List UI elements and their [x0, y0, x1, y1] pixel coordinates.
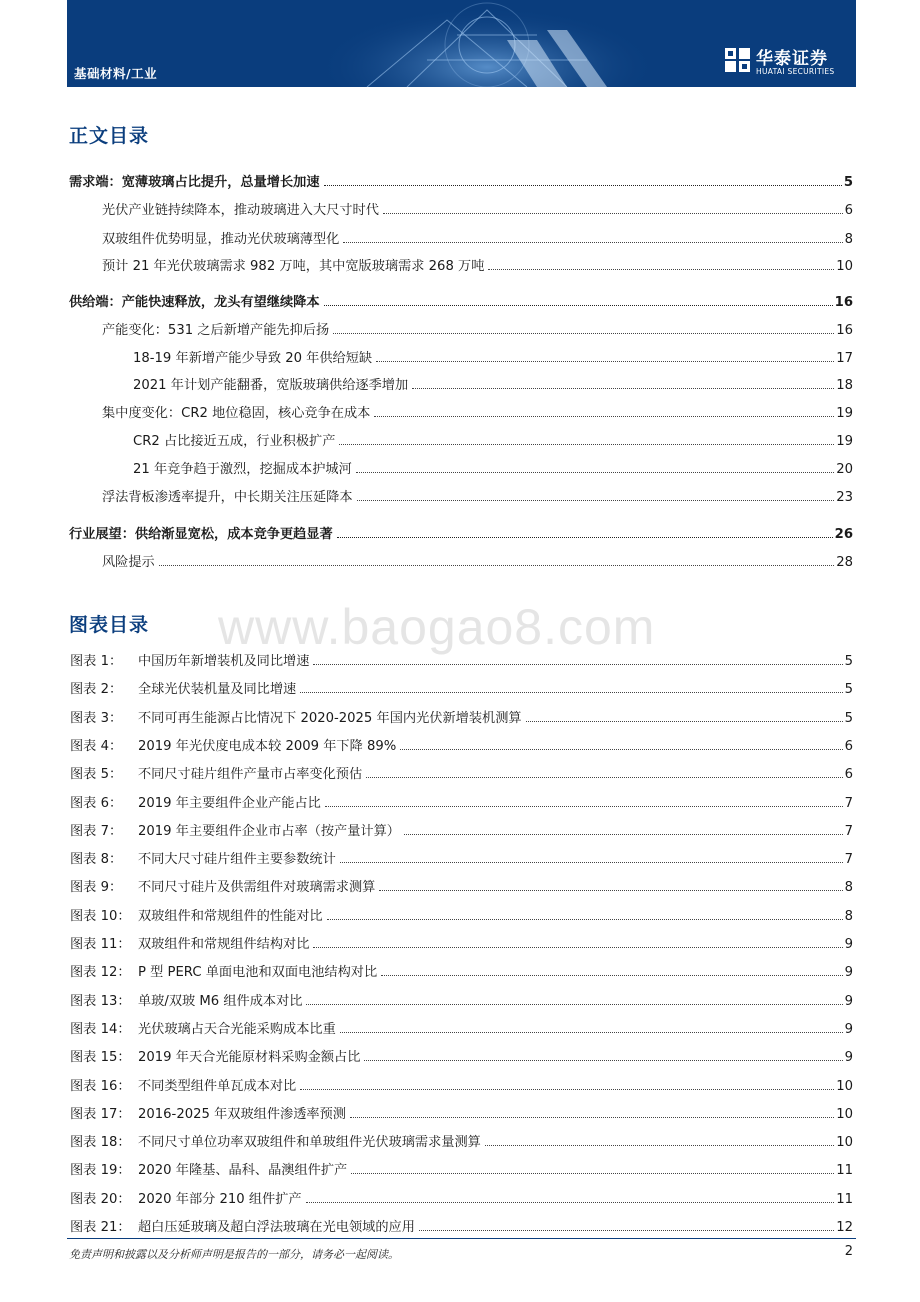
toc-leader-dots [324, 305, 833, 306]
figure-entry-number: 图表 1： [70, 654, 123, 669]
toc-entry[interactable] [102, 320, 853, 338]
toc-entry[interactable] [69, 172, 853, 190]
figure-entry-number: 图表 7： [70, 824, 123, 839]
toc-entry-page: 6 [844, 203, 853, 218]
figure-entry-title: 全球光伏装机量及同比增速 [138, 682, 297, 697]
toc-entry[interactable] [102, 200, 853, 218]
footer-divider [67, 1238, 856, 1239]
figure-entry-page: 9 [844, 994, 853, 1009]
figure-entry-number: 图表 21： [70, 1220, 131, 1235]
figure-entry-page: 7 [844, 852, 853, 867]
toc-entry-label: 产能变化：531 之后新增产能先抑后扬 [102, 323, 330, 338]
figure-entry-title: 不同尺寸硅片组件产量市占率变化预估 [138, 767, 363, 782]
figure-leader-dots [419, 1230, 834, 1231]
figure-entry-number: 图表 6： [70, 796, 123, 811]
toc-entry[interactable] [133, 348, 853, 366]
figure-entry-page: 11 [836, 1192, 853, 1207]
toc-leader-dots [343, 242, 842, 243]
figure-leader-dots [485, 1145, 834, 1146]
figure-entry-title: 单玻/双玻 M6 组件成本对比 [138, 994, 303, 1009]
figure-entry-number: 图表 5： [70, 767, 123, 782]
figure-entry-page: 8 [844, 909, 853, 924]
figure-entry-page: 5 [844, 654, 853, 669]
figure-entry-page: 9 [844, 1022, 853, 1037]
figure-entry-title: 不同尺寸单位功率双玻组件和单玻组件光伏玻璃需求量测算 [138, 1135, 481, 1150]
figure-leader-dots [379, 890, 842, 891]
toc-leader-dots [376, 361, 834, 362]
figure-entry-page: 5 [844, 682, 853, 697]
figure-entry[interactable] [70, 821, 853, 839]
toc-entry-page: 16 [836, 323, 853, 338]
figure-entry[interactable] [70, 764, 853, 782]
figure-leader-dots [313, 664, 842, 665]
toc-entry-page: 23 [836, 490, 853, 505]
toc-leader-dots [488, 269, 834, 270]
toc-entry-label: 预计 21 年光伏玻璃需求 982 万吨，其中宽版玻璃需求 268 万吨 [102, 259, 485, 274]
figure-entry-page: 10 [836, 1135, 853, 1150]
toc-leader-dots [324, 185, 842, 186]
figure-entry-title: 超白压延玻璃及超白浮法玻璃在光电领域的应用 [138, 1220, 415, 1235]
toc-leader-dots [356, 472, 834, 473]
huatai-logo-icon [724, 46, 752, 74]
toc-leader-dots [412, 388, 834, 389]
toc-entry[interactable] [69, 524, 853, 542]
toc-entry-label: 2021 年计划产能翻番，宽版玻璃供给逐季增加 [133, 378, 409, 393]
figure-entry-number: 图表 3： [70, 711, 123, 726]
figure-entry-number: 图表 19： [70, 1163, 131, 1178]
figure-entry-number: 图表 8： [70, 852, 123, 867]
page-header [67, 0, 856, 87]
figure-entry-title: P 型 PERC 单面电池和双面电池结构对比 [138, 965, 378, 980]
toc-leader-dots [337, 537, 833, 538]
figure-entry-title: 2019 年天合光能原材料采购金额占比 [138, 1050, 361, 1065]
figure-entry[interactable] [70, 1132, 853, 1150]
toc-entry-label: 21 年竞争趋于激烈，挖掘成本护城河 [133, 462, 352, 477]
figure-leader-dots [306, 1004, 842, 1005]
figure-entry[interactable] [70, 1189, 853, 1207]
figure-leader-dots [306, 1202, 835, 1203]
figure-entry[interactable] [70, 1217, 853, 1235]
figure-leader-dots [350, 1117, 834, 1118]
figure-entry[interactable] [70, 877, 853, 895]
figure-entry-page: 10 [836, 1107, 853, 1122]
figure-entry[interactable] [70, 1047, 853, 1065]
toc-entry-page: 17 [836, 351, 853, 366]
figure-entry-title: 不同尺寸硅片及供需组件对玻璃需求测算 [138, 880, 376, 895]
figure-entry-page: 6 [844, 739, 853, 754]
toc-entry-page: 26 [834, 527, 853, 542]
figure-entry-title: 2020 年部分 210 组件扩产 [138, 1192, 302, 1207]
toc-entry[interactable] [102, 256, 853, 274]
toc-entry[interactable] [102, 552, 853, 570]
toc-entry-page: 10 [836, 259, 853, 274]
figure-entry-number: 图表 14： [70, 1022, 131, 1037]
figure-leader-dots [526, 721, 843, 722]
figure-entry-page: 8 [844, 880, 853, 895]
page-number: 2 [844, 1244, 853, 1259]
toc-leader-dots [339, 444, 834, 445]
toc-entry-label: 光伏产业链持续降本，推动玻璃进入大尺寸时代 [102, 203, 379, 218]
figure-entry-title: 2016-2025 年双玻组件渗透率预测 [138, 1107, 346, 1122]
figure-leader-dots [404, 834, 843, 835]
figure-entry-title: 2019 年光伏度电成本较 2009 年下降 89% [138, 739, 397, 754]
figure-entry-title: 2019 年主要组件企业产能占比 [138, 796, 321, 811]
figure-entry-number: 图表 13： [70, 994, 131, 1009]
toc-leader-dots [333, 333, 834, 334]
report-category: 基础材料/工业 [74, 66, 158, 81]
huatai-logo [724, 44, 848, 82]
figure-entry-page: 10 [836, 1079, 853, 1094]
figure-leader-dots [400, 749, 842, 750]
toc-entry-page: 5 [843, 175, 853, 190]
toc-entry[interactable] [133, 459, 853, 477]
toc-entry-page: 8 [844, 232, 853, 247]
figure-entry-title: 双玻组件和常规组件结构对比 [138, 937, 310, 952]
toc-entry-page: 18 [836, 378, 853, 393]
figure-entry-number: 图表 17： [70, 1107, 131, 1122]
figure-entry-page: 9 [844, 937, 853, 952]
figure-entry-page: 7 [844, 796, 853, 811]
figure-entry[interactable] [70, 962, 853, 980]
figure-entry-title: 中国历年新增装机及同比增速 [138, 654, 310, 669]
figure-entry-number: 图表 2： [70, 682, 123, 697]
figure-leader-dots [340, 1032, 843, 1033]
toc-entry-page: 19 [836, 434, 853, 449]
figure-entry-title: 双玻组件和常规组件的性能对比 [138, 909, 323, 924]
figure-entry[interactable] [70, 934, 853, 952]
figure-entry[interactable] [70, 679, 853, 697]
figure-leader-dots [327, 919, 843, 920]
figure-leader-dots [325, 806, 843, 807]
figure-leader-dots [381, 975, 842, 976]
figure-entry-page: 9 [844, 1050, 853, 1065]
toc-entry-page: 28 [836, 555, 853, 570]
toc-entry-page: 20 [836, 462, 853, 477]
toc-entry-label: CR2 占比接近五成，行业积极扩产 [133, 434, 336, 449]
figure-entry-page: 5 [844, 711, 853, 726]
toc-entry-label: 风险提示 [102, 555, 155, 570]
figure-leader-dots [364, 1060, 842, 1061]
toc-entry-label: 18-19 年新增产能少导致 20 年供给短缺 [133, 351, 373, 366]
figure-entry-title: 不同可再生能源占比情况下 2020-2025 年国内光伏新增装机测算 [138, 711, 522, 726]
toc-entry-label: 需求端：宽薄玻璃占比提升，总量增长加速 [69, 175, 320, 190]
logo-name-cn: 华泰证券 [756, 49, 828, 69]
toc-entry[interactable] [102, 487, 853, 505]
figure-entry[interactable] [70, 849, 853, 867]
figure-entry[interactable] [70, 736, 853, 754]
figure-entry-title: 不同类型组件单瓦成本对比 [138, 1079, 297, 1094]
figure-entry-number: 图表 20： [70, 1192, 131, 1207]
toc-entry-label: 集中度变化：CR2 地位稳固，核心竞争在成本 [102, 406, 371, 421]
figure-leader-dots [366, 777, 842, 778]
toc-entry-label: 行业展望：供给渐显宽松，成本竞争更趋显著 [69, 527, 333, 542]
toc-entry[interactable] [102, 403, 853, 421]
figure-entry[interactable] [70, 708, 853, 726]
toc-leader-dots [357, 500, 835, 501]
figure-entry-number: 图表 16： [70, 1079, 131, 1094]
figure-leader-dots [300, 692, 842, 693]
figure-entry-page: 7 [844, 824, 853, 839]
toc-leader-dots [159, 565, 834, 566]
figure-leader-dots [300, 1089, 834, 1090]
toc-section-title: 正文目录 [69, 125, 150, 147]
figure-entry-page: 11 [836, 1163, 853, 1178]
figure-entry[interactable] [70, 1160, 853, 1178]
figure-entry[interactable] [70, 906, 853, 924]
toc-entry-label: 浮法背板渗透率提升，中长期关注压延降本 [102, 490, 353, 505]
figure-entry-title: 不同大尺寸硅片组件主要参数统计 [138, 852, 336, 867]
figure-entry-number: 图表 15： [70, 1050, 131, 1065]
footer-disclaimer: 免责声明和披露以及分析师声明是报告的一部分，请务必一起阅读。 [69, 1248, 399, 1261]
figure-leader-dots [340, 862, 843, 863]
toc-entry-label: 双玻组件优势明显，推动光伏玻璃薄型化 [102, 232, 340, 247]
figure-entry[interactable] [70, 793, 853, 811]
figure-entry[interactable] [70, 651, 853, 669]
toc-leader-dots [374, 416, 834, 417]
figure-entry-title: 光伏玻璃占天合光能采购成本比重 [138, 1022, 336, 1037]
figure-leader-dots [313, 947, 842, 948]
figure-entry[interactable] [70, 1019, 853, 1037]
figures-section-title: 图表目录 [69, 614, 150, 636]
figure-entry-page: 12 [836, 1220, 853, 1235]
toc-entry[interactable] [133, 431, 853, 449]
toc-entry[interactable] [133, 375, 853, 393]
figure-entry-number: 图表 9： [70, 880, 123, 895]
figure-entry-title: 2020 年隆基、晶科、晶澳组件扩产 [138, 1163, 348, 1178]
toc-entry-page: 19 [836, 406, 853, 421]
logo-name-en: HUATAI SECURITIES [756, 67, 835, 76]
toc-leader-dots [383, 213, 843, 214]
figure-entry[interactable] [70, 1076, 853, 1094]
figure-entry-number: 图表 4： [70, 739, 123, 754]
toc-entry-page: 16 [834, 295, 853, 310]
figure-entry-page: 6 [844, 767, 853, 782]
figure-entry-number: 图表 18： [70, 1135, 131, 1150]
toc-entry[interactable] [69, 292, 853, 310]
toc-entry[interactable] [102, 229, 853, 247]
figure-entry-page: 9 [844, 965, 853, 980]
toc-entry-label: 供给端：产能快速释放，龙头有望继续降本 [69, 295, 320, 310]
figure-entry[interactable] [70, 991, 853, 1009]
figure-entry[interactable] [70, 1104, 853, 1122]
figure-leader-dots [351, 1173, 834, 1174]
figure-entry-title: 2019 年主要组件企业市占率（按产量计算） [138, 824, 400, 839]
watermark: www.baogao8.com [218, 599, 656, 655]
figure-entry-number: 图表 12： [70, 965, 131, 980]
figure-entry-number: 图表 11： [70, 937, 131, 952]
figure-entry-number: 图表 10： [70, 909, 131, 924]
